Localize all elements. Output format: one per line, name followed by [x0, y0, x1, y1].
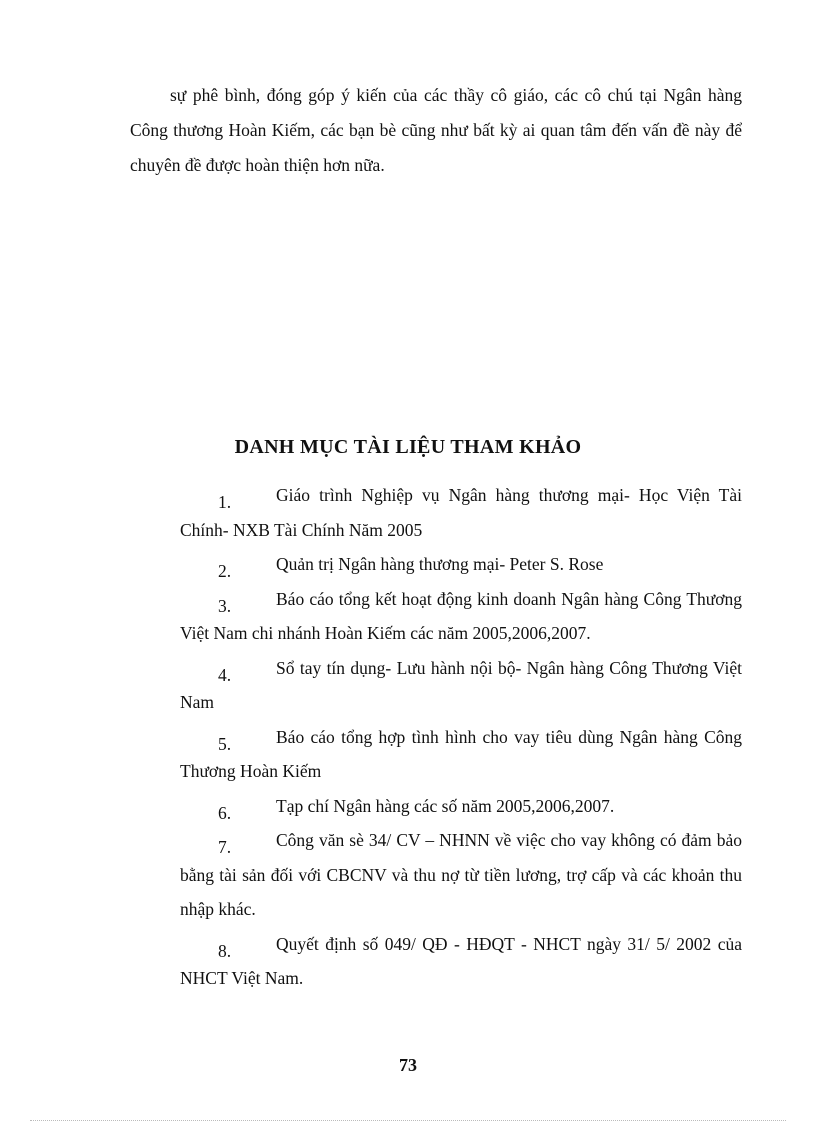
reference-item-7 [180, 823, 742, 927]
references-list [180, 478, 742, 996]
reference-item-5 [180, 720, 742, 789]
footer-divider [30, 1120, 786, 1121]
reference-text: Tạp chí Ngân hàng các số năm 2005,2006,2007. [276, 795, 615, 816]
reference-number: 7. [218, 837, 232, 857]
reference-number: 2. [218, 561, 232, 581]
reference-text: Quyết định số 049/ QĐ - HĐQT - NHCT ngày 31/ 5/ 2002 của NHCT Việt Nam. [180, 933, 742, 988]
reference-number: 6. [218, 802, 232, 823]
reference-text: Quản trị Ngân hàng thương mại- Peter S. Rose [276, 554, 604, 574]
reference-item-3 [180, 582, 742, 651]
reference-item-4 [180, 651, 742, 720]
intro-paragraph [130, 78, 742, 183]
reference-item-2 [180, 547, 742, 582]
references-title: DANH MỤC TÀI LIỆU THAM KHẢO [234, 436, 582, 458]
reference-number: 1. [218, 492, 232, 512]
reference-text: Sổ tay tín dụng- Lưu hành nội bộ- Ngân hàng Công Thương Việt Nam [180, 657, 742, 712]
page-number: 73 [399, 1055, 417, 1071]
reference-item-6 [180, 789, 742, 824]
reference-number: 3. [218, 595, 232, 616]
reference-number: 5. [218, 733, 232, 754]
reference-text: Giáo trình Nghiệp vụ Ngân hàng thương mại- Học Viện Tài Chính- NXB Tài Chính Năm 2005 [180, 485, 742, 540]
reference-text: Công văn sè 34/ CV – NHNN về việc cho vay không có đảm bảo bằng tài sản đối với CBCNV và thu nợ từ tiền lương, trợ cấp và các khoản thu nhập khác. [180, 830, 742, 919]
reference-number: 8. [218, 940, 232, 961]
intro-text: sự phê bình, đóng góp ý kiến của các thầy cô giáo, các cô chú tại Ngân hàng Công thương Hoàn Kiếm, các bạn bè cũng như bất kỳ ai quan tâm đến vấn đề này để chuyên đề được hoàn thiện hơn nữa. [130, 85, 742, 175]
reference-text: Báo cáo tổng hợp tình hình cho vay tiêu dùng Ngân hàng Công Thương Hoàn Kiếm [180, 726, 742, 781]
reference-number: 4. [218, 664, 232, 685]
reference-text: Báo cáo tổng kết hoạt động kinh doanh Ngân hàng Công Thương Việt Nam chi nhánh Hoàn Kiếm các năm 2005,2006,2007. [180, 588, 742, 643]
reference-item-8 [180, 927, 742, 996]
reference-item-1 [180, 478, 742, 547]
